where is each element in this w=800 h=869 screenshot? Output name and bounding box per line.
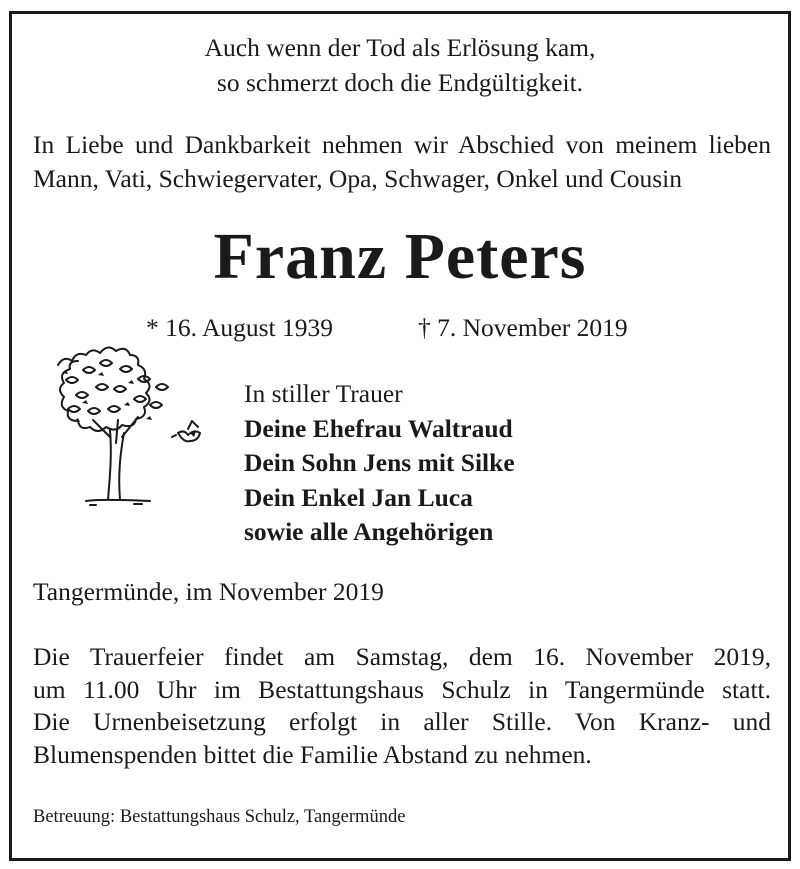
place-date: Tangermünde, im November 2019 [33,577,384,606]
ceremony-line: um 11.00 Uhr im Bestattungshaus Schulz in Tangermünde statt. [33,674,771,704]
ceremony-line: Die Trauerfeier findet am Samstag, dem 16. November 2019, [33,642,771,671]
mourner-line: sowie alle Angehörigen [244,517,494,546]
mourners [244,377,515,550]
birth-date: * 16. August 1939 [146,313,334,342]
intro-text: In Liebe und Dankbarkeit nehmen wir Abschied von meinem lieben Mann, Vati, Schwiegervater, Opa, Schwager, Onkel und Cousin [33,130,771,193]
death-date: † 7. November 2019 [418,313,628,342]
mourner-line: Dein Enkel Jan Luca [244,482,473,512]
ceremony-info [33,641,771,771]
mourner-line: Dein Sohn Jens mit Silke [244,448,515,477]
mourner-line: Deine Ehefrau Waltraud [244,413,513,443]
motto-line-2: so schmerzt doch die Endgültigkeit. [216,68,584,97]
tree-with-bird-icon [38,325,218,515]
motto-line-1: Auch wenn der Tod als Erlösung kam, [204,33,596,62]
ceremony-line: Die Urnenbeisetzung erfolgt in aller Stille. Von Kranz- und [33,707,771,736]
deceased-name: Franz Peters [213,220,587,293]
motto [0,30,800,100]
care-note: Betreuung: Bestattungshaus Schulz, Tangermünde [33,807,406,827]
mourners-heading: In stiller Trauer [244,379,403,408]
ceremony-line: Blumenspenden bittet die Familie Abstand zu nehmen. [33,739,592,769]
